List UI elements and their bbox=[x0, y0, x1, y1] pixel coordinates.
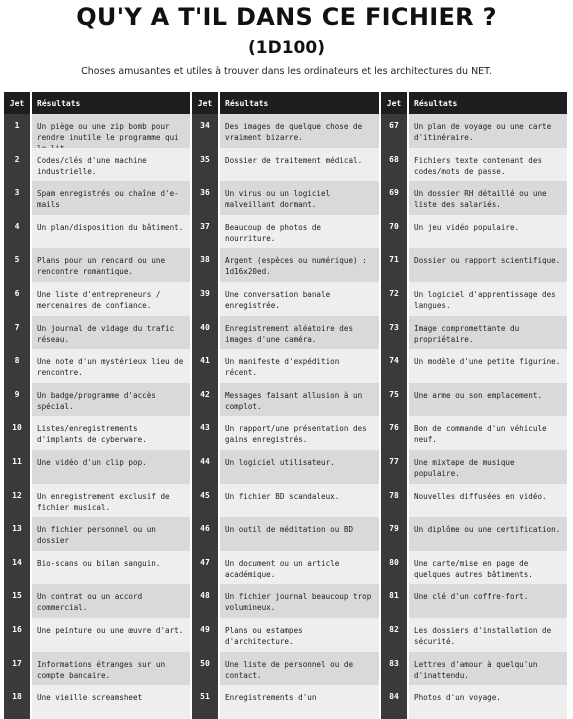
roll-number: 71 bbox=[381, 248, 409, 282]
result-text: Une liste de personnel ou de contact. bbox=[220, 652, 381, 686]
roll-number: 67 bbox=[381, 114, 409, 148]
roll-number: 79 bbox=[381, 517, 409, 551]
roll-number: 38 bbox=[192, 248, 220, 282]
page-title: QU'Y A T'IL DANS CE FICHIER ? bbox=[76, 3, 497, 31]
result-text: Enregistrements d'un bbox=[220, 685, 381, 719]
roll-number: 7 bbox=[4, 316, 32, 350]
result-text: Bon de commande d'un véhicule neuf. bbox=[409, 416, 569, 450]
result-text: Photos d'un voyage. bbox=[409, 685, 569, 719]
header-results: Résultats bbox=[32, 92, 192, 114]
roll-number: 18 bbox=[4, 685, 32, 719]
result-text: Fichiers texte contenant des codes/mots de passe. bbox=[409, 148, 569, 182]
roll-number: 76 bbox=[381, 416, 409, 450]
result-text: Nouvelles diffusées en vidéo. bbox=[409, 484, 569, 518]
roll-number: 75 bbox=[381, 383, 409, 417]
result-text: Un fichier BD scandaleux. bbox=[220, 484, 381, 518]
roll-number: 1 bbox=[4, 114, 32, 148]
result-text: Une arme ou son emplacement. bbox=[409, 383, 569, 417]
result-text: Un enregistrement exclusif de fichier musical. bbox=[32, 484, 192, 518]
roll-number: 6 bbox=[4, 282, 32, 316]
result-text: Un plan/disposition du bâtiment. bbox=[32, 215, 192, 249]
header-roll: Jet bbox=[381, 92, 409, 114]
roll-number: 81 bbox=[381, 584, 409, 618]
roll-number: 68 bbox=[381, 148, 409, 182]
header-roll: Jet bbox=[192, 92, 220, 114]
roll-number: 15 bbox=[4, 584, 32, 618]
result-text: Une peinture ou une œuvre d'art. bbox=[32, 618, 192, 652]
result-text: Un journal de vidage du trafic réseau. bbox=[32, 316, 192, 350]
roll-number: 72 bbox=[381, 282, 409, 316]
roll-number: 39 bbox=[192, 282, 220, 316]
roll-number: 13 bbox=[4, 517, 32, 551]
result-text: Beaucoup de photos de nourriture. bbox=[220, 215, 381, 249]
result-text: Un modèle d'une petite figurine. bbox=[409, 349, 569, 383]
roll-number: 80 bbox=[381, 551, 409, 585]
roll-number: 8 bbox=[4, 349, 32, 383]
result-text: Spam enregistrés ou chaîne d'e-mails bbox=[32, 181, 192, 215]
result-text: Lettres d'amour à quelqu'un d'inattendu. bbox=[409, 652, 569, 686]
roll-number: 43 bbox=[192, 416, 220, 450]
roll-number: 4 bbox=[4, 215, 32, 249]
result-text: Bio-scans ou bilan sanguin. bbox=[32, 551, 192, 585]
roll-number: 11 bbox=[4, 450, 32, 484]
roll-number: 34 bbox=[192, 114, 220, 148]
roll-number: 41 bbox=[192, 349, 220, 383]
roll-number: 84 bbox=[381, 685, 409, 719]
roll-number: 82 bbox=[381, 618, 409, 652]
roll-number: 48 bbox=[192, 584, 220, 618]
result-text: Un outil de méditation ou BD bbox=[220, 517, 381, 551]
page-subtitle: (1D100) bbox=[248, 38, 325, 58]
result-text: Image compromettante du propriétaire. bbox=[409, 316, 569, 350]
roll-number: 12 bbox=[4, 484, 32, 518]
roll-number: 2 bbox=[4, 148, 32, 182]
roll-number: 16 bbox=[4, 618, 32, 652]
result-text: Un document ou un article académique. bbox=[220, 551, 381, 585]
result-text: Un badge/programme d'accès spécial. bbox=[32, 383, 192, 417]
result-text: Une vidéo d'un clip pop. bbox=[32, 450, 192, 484]
roll-number: 45 bbox=[192, 484, 220, 518]
roll-number: 10 bbox=[4, 416, 32, 450]
roll-number: 9 bbox=[4, 383, 32, 417]
roll-number: 83 bbox=[381, 652, 409, 686]
result-text: Plans ou estampes d'architecture. bbox=[220, 618, 381, 652]
result-text: Codes/clés d'une machine industrielle. bbox=[32, 148, 192, 182]
roll-number: 51 bbox=[192, 685, 220, 719]
roll-number: 46 bbox=[192, 517, 220, 551]
roll-number: 69 bbox=[381, 181, 409, 215]
result-text: Un fichier personnel ou un dossier bbox=[32, 517, 192, 551]
roll-number: 77 bbox=[381, 450, 409, 484]
result-text: Une note d'un mystérieux lieu de rencontre. bbox=[32, 349, 192, 383]
roll-number: 3 bbox=[4, 181, 32, 215]
page-description: Choses amusantes et utiles à trouver dans les ordinateurs et les architectures du NET. bbox=[81, 66, 492, 77]
roll-number: 36 bbox=[192, 181, 220, 215]
header-results: Résultats bbox=[220, 92, 381, 114]
result-text: Un plan de voyage ou une carte d'itinéraire. bbox=[409, 114, 569, 148]
result-text: Une conversation banale enregistrée. bbox=[220, 282, 381, 316]
header-results: Résultats bbox=[409, 92, 569, 114]
result-text: Un jeu vidéo populaire. bbox=[409, 215, 569, 249]
result-text: Une carte/mise en page de quelques autres bâtiments. bbox=[409, 551, 569, 585]
result-text: Un rapport/une présentation des gains enregistrés. bbox=[220, 416, 381, 450]
result-text: Dossier ou rapport scientifique. bbox=[409, 248, 569, 282]
result-text: Enregistrement aléatoire des images d'une caméra. bbox=[220, 316, 381, 350]
result-text: Listes/enregistrements d'implants de cyberware. bbox=[32, 416, 192, 450]
result-text: Les dossiers d'installation de sécurité. bbox=[409, 618, 569, 652]
result-text: Dossier de traitement médical. bbox=[220, 148, 381, 182]
result-text: Un contrat ou un accord commercial. bbox=[32, 584, 192, 618]
roll-number: 74 bbox=[381, 349, 409, 383]
roll-number: 73 bbox=[381, 316, 409, 350]
header-roll: Jet bbox=[4, 92, 32, 114]
result-text: Un diplôme ou une certification. bbox=[409, 517, 569, 551]
roll-number: 70 bbox=[381, 215, 409, 249]
result-text: Des images de quelque chose de vraiment bizarre. bbox=[220, 114, 381, 148]
result-text: Une vieille screamsheet bbox=[32, 685, 192, 719]
result-text: Argent (espèces ou numérique) : 1d16x20ed. bbox=[220, 248, 381, 282]
roll-number: 49 bbox=[192, 618, 220, 652]
roll-number: 78 bbox=[381, 484, 409, 518]
result-text: Une mixtape de musique populaire. bbox=[409, 450, 569, 484]
roll-number: 14 bbox=[4, 551, 32, 585]
result-text: Un logiciel utilisateur. bbox=[220, 450, 381, 484]
result-text: Un dossier RH détaillé ou une liste des salariés. bbox=[409, 181, 569, 215]
result-text: Une liste d'entrepreneurs / mercenaires de confiance. bbox=[32, 282, 192, 316]
result-text: Un logiciel d'apprentissage des langues. bbox=[409, 282, 569, 316]
result-text: Une clé d'un coffre-fort. bbox=[409, 584, 569, 618]
result-text: Un virus ou un logiciel malveillant dormant. bbox=[220, 181, 381, 215]
roll-number: 17 bbox=[4, 652, 32, 686]
roll-number: 40 bbox=[192, 316, 220, 350]
result-text: Informations étranges sur un compte bancaire. bbox=[32, 652, 192, 686]
result-text: Un manifeste d'expédition récent. bbox=[220, 349, 381, 383]
roll-number: 50 bbox=[192, 652, 220, 686]
results-table bbox=[4, 92, 569, 719]
roll-number: 37 bbox=[192, 215, 220, 249]
result-text: Un piège ou une zip bomb pour rendre inutile le programme qui bbox=[32, 114, 192, 148]
result-text: Plans pour un rencard ou une rencontre romantique. bbox=[32, 248, 192, 282]
roll-number: 47 bbox=[192, 551, 220, 585]
roll-number: 35 bbox=[192, 148, 220, 182]
roll-number: 44 bbox=[192, 450, 220, 484]
result-text: Messages faisant allusion à un complot. bbox=[220, 383, 381, 417]
roll-number: 42 bbox=[192, 383, 220, 417]
result-text: Un fichier journal beaucoup trop volumineux. bbox=[220, 584, 381, 618]
roll-number: 5 bbox=[4, 248, 32, 282]
